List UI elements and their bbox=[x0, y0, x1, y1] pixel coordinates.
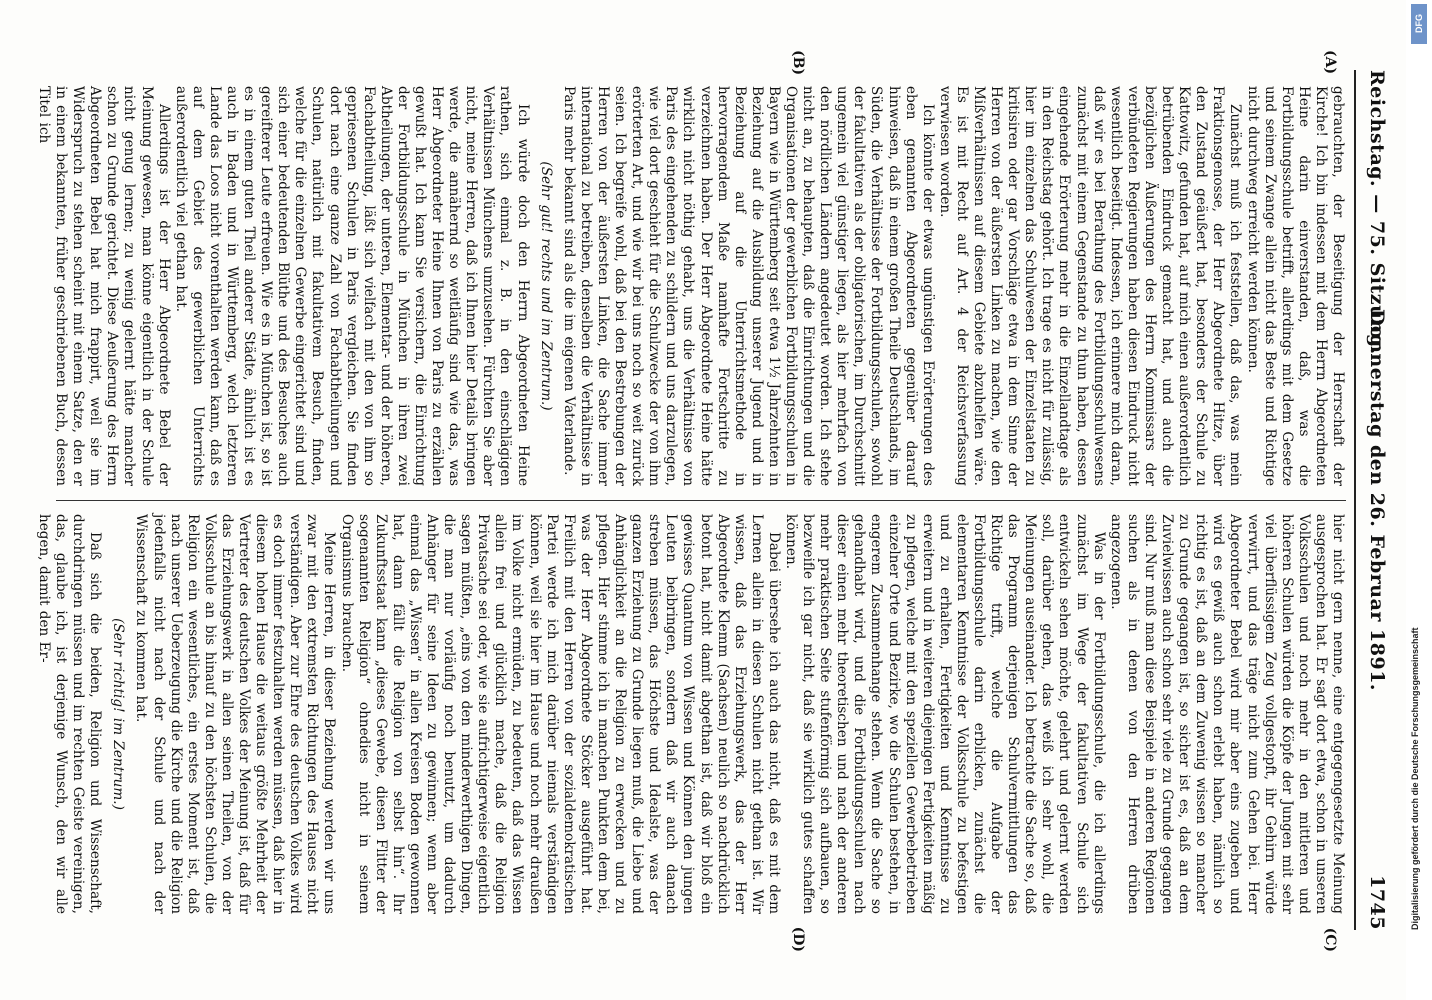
paragraph: hier nicht gern nenne, eine entgegengesetzte Meinung ausgesprochen hat. Er sagt dort etwa, schon in unseren Volksschulen und noch mehr in den mittleren und höheren Schulen würden die Köpfe der Jungen mit sehr viel überflüssigem Zeug vollgestopft, ihr Gehirn würde verwirrt, und das träge nicht zum Gehen bei. Herr Abgeordneter Bebel wird mir aber eins zugeben und wird es gewiß auch schon erlebt haben, nämlich so richtig es ist, daß an dem Zuwenig wissen so mancher zu Grunde gegangen ist, so sicher ist es, daß an dem Zuvielwissen auch schon sehr viele zu Grunde gegangen sind. Nur muß man diese Beispiele in anderen Regionen suchen als in denen von den Herren drüben angezogenen. bbox=[1107, 514, 1346, 914]
applause-note: (Sehr gut! rechts und im Zentrum.) bbox=[537, 161, 554, 411]
applause-note: (Sehr richtig! im Zentrum.) bbox=[110, 618, 127, 810]
page-number: 1745 bbox=[1366, 875, 1388, 930]
watermark-strip bbox=[1406, 0, 1432, 1000]
paragraph: Ich würde doch den Herrn Abgeordneten Heine rathen, sich einmal z. B. in den einschlägigen Verhältnissen Münchens umzusehen. Fürchten Sie aber nicht, meine Herren, daß ich Ihnen hier Details bringen werde, die annähernd so weitläufig sind wie das, was Herr Abgeordneter Heine Ihnen von Paris zu erzählen gewußt hat. Ich kann Sie versichern, die Einrichtung der Fortbildungsschule in München in ihren zwei Abtheilungen, der unteren, Elementar- und der höheren, Fachabtheilung, läßt sich vielfach mit den von ihm so gepriesenen Schulen in Paris vergleichen. Sie finden dort nach eine ganze Zahl von Fachabtheilungen und Schulen, natürlich mit fakultativem Besuch, finden, welche für die einzelnen Gewerbe eingerichtet sind und sich einer bedeutenden Blüthe und des Besuches auch gereifterer Leute erfreuen. Wie es in München ist, so ist es in einem guten Theil anderer Städte, ähnlich ist es auch in Baden und in Württemberg, welch letzteren Lande das Loos nicht vorenthalten werden kann, daß es auf dem Gebiet des gewerblichen Unterrichts außerordentlich viel gethan hat. bbox=[172, 86, 531, 486]
paragraph: Ich könnte der etwas ungünstigen Erörterungen des eben genannten Abgeordneten gegenüber darauf hinweisen, daß in einem großen Theile Deutschlands, im Süden, die Verhältnisse der Fortbildungsschulen, sowohl der fakultativen als der obligatorischen, im Durchschnitt ungemein viel günstiger liegen, als hier mehrfach von den nördlichen Ländern angedeutet worden. Ich stehe nicht an, zu behaupten, daß die Einrichtungen und die Organisationen der gewerblichen Fortbildungsschulen in Bayern wie in Württemberg seit etwa 1½ Jahrzehnten in Beziehung auf die Ausbildung unserer Jugend und in Beziehung auf die Unterrichtsmethode in hervorragendem Maße namhafte Fortschritte zu verzeichnen haben. Der Herr Abgeordnete Heine hätte wirklich nicht nöthig gehabt, uns die Verhältnisse von Paris des eingehenden zu schildern und uns darzulegen, wie viel dort geschieht für die Schulzwecke der von ihm erörterten Art, und wie wir bei uns noch so weit zurück seien. Ich begreife wohl, daß bei den Bestrebungen der Herren von der äußersten Linken, die Sache immer international zu betreiben, denselben die Verhältnisse in Paris mehr bekannt sind als die im eigenen Vaterlande. bbox=[560, 86, 936, 486]
dfg-watermark-text: Digitalisierung gefördert durch die Deutsche Forschungsgemeinschaft bbox=[1410, 627, 1420, 930]
paragraph: Meine Herren, in dieser Beziehung werden wir uns zwar mit den extremsten Richtungen des Hauses nicht verständigen. Aber zur Ehre des deutschen Volkes wird es doch immer festzuhalten werden müssen, daß hier in diesem hohen Hause die weitaus größte Mehrheit der Vertreter des deutschen Volkes der Meinung ist, daß für das Erziehungswerk in allen seinen Theilen, von der Volksschule an bis hinauf zu den höchsten Schulen, die Religion ein wesentliches, ein erstes Moment ist, daß nach unserer Ueberzeugung die Kirche und die Religion jedenfalls nicht nach der Schule und nach der Wissenschaft zu kommen hat. bbox=[133, 514, 338, 914]
margin-mark-d: (D) bbox=[790, 926, 806, 952]
margin-mark-a: (A) bbox=[1322, 50, 1338, 75]
paragraph: Zunächst muß ich feststellen, daß das, was mein Fraktionsgenosse, der Herr Abgeordnete Hitze, über den Zustand geäußert hat, besonders der Schule zu Kattowitz, gefunden hat, auf mich einen außerordentlich betrübenden Eindruck gemacht hat, und auch die bezüglichen Äußerungen des Herrn Kommissars der verbündeten Regierungen haben diesen Eindruck nicht wesentlich beseitigt. Indessen, ich erinnere mich daran, daß wir es bei Berathung des Fortbildungsschulwesens zunächst mit einem Gegenstande zu thun haben, dessen eingehende Erörterung mehr in die Einzellandtage als in den Reichstag gehört. Ich trage es nicht für zulässig, hier im einzelnen das Schulwesen der Einzelstaaten zu kritisiren oder gar Vorschläge etwa in dem Sinne der Herren von der äußersten Linken zu machen, wie den Mißverhältnissen auf diesem Gebiete abzuhelfen wäre. Es ist mit Recht auf Art. 4 der Reichsverfassung verwiesen worden. bbox=[936, 86, 1244, 486]
running-header bbox=[1362, 70, 1388, 930]
rotated-document-sheet bbox=[26, 40, 1406, 960]
paragraph: Daß sich die beiden, Religion und Wissenschaft, durchdringen müssen und im rechten Geiste vereinigen, das, glaube ich, ist derjenige Wunsch, den wir alle hegen, damit den Er- bbox=[35, 514, 104, 914]
right-column bbox=[35, 514, 1346, 914]
dfg-logo: DFG bbox=[1411, 4, 1427, 44]
header-rule bbox=[1354, 70, 1356, 930]
paragraph: Allerdings ist der Herr Abgeordnete Bebel der Meinung gewesen, man könne eigentlich in der Schule nicht genug lernen; zu wenig gelernt hätte mancher schon zu Grunde gerichtet. Diese Aeußerung des Herrn Abgeordneten Bebel hat mich frappirt, weil sie im Widerspruch zu stehen scheint mit einem Satze, den er in einem bekannten, früher geschriebenen Buch, dessen Titel ich bbox=[35, 86, 172, 486]
margin-mark-c: (C) bbox=[1322, 927, 1338, 952]
header-session: Reichstag. — 75. Sitzung. bbox=[1366, 70, 1388, 355]
paragraph: Was in der Fortbildungsschule, die ich allerdings zunächst im Wege der fakultativen Schule sich entwickeln sehen möchte, gelehrt und gelernt werden soll, darüber gehen, das weiß ich sehr wohl, die Meinungen auseinander. Ich betrachte die Sache so, daß das Programm derjenigen Schulvermittlungen das Richtige trifft, welche die Aufgabe der Fortbildungsschule darin erblicken, zunächst die elementaren Kenntnisse der Volksschule zu befestigen und zu erhalten, Fertigkeiten und Kenntnisse zu erweitern und in weiteren diejenigen Fertigkeiten mäßig zu pflegen, welche mit den speziellen Gewerbebetrieben einzelner Orte und Bezirke, wo die Schulen bestehen, in engerem Zusammenhange stehen. Wenn die Sache so gehandhabt wird, und die Fortbildungsschulen nach dieser einen mehr theoretischen und nach der anderen mehr praktischen Seite stufenförmig sich aufbauen, so bezweifle ich gar nicht, daß sie wirklich gutes schaffen können. bbox=[783, 514, 1107, 914]
paragraph: gebrauchten, der Beseitigung der Herrschaft der Kirche! Ich bin indessen mit dem Herrn Abgeordneten Heine darin einverstanden, daß, was die Fortbildungsschule betrifft, allerdings mit dem Gesetze und seinem Zwange allein nicht das Beste und Richtige nicht durchweg erreicht werden können. bbox=[1244, 86, 1346, 486]
text-columns bbox=[35, 86, 1346, 914]
header-date: Donnerstag den 26. Februar 1891. bbox=[1366, 308, 1388, 692]
paragraph: Dabei übersehe ich auch das nicht, daß es mit dem Lernen allein in diesen Schulen nicht gethan ist. Wir wissen, daß das Erziehungswerk, das der Herr Abgeordnete Klemm (Sachsen) neulich so nachdrücklich betont hat, nicht damit abgethan ist, daß wir bloß ein gewisses Quantum von Wissen und Können den jungen Leuten beibringen, sondern daß wir auch danach streben müssen, das Höchste und Idealste, was der ganzen Erziehung zu Grunde liegen muß, die Liebe und Anhänglichkeit an die Religion zu erwecken und zu pflegen. Hier stimme ich in manchen Punkten dem bei, was der Herr Abgeordnete Stöcker ausgeführt hat. Freilich mit den Herren von der sozialdemokratischen Partei werde ich mich darüber niemals verständigen können, weil sie hier im Hause und noch mehr draußen im Volke nicht ermüden, zu bedeuten, daß das Wissen allein frei und glücklich mache, daß die Religion Privatsache sei oder, wie sie aufrichtigerweise eigentlich sagen müßten, „eins von den minderwerthigen Dingen, die man nur vorläufig noch benutzt, um dadurch Anhänger für seine Ideen zu gewinnen; wenn aber einmal das „Wissen“ in allen Kreisen Boden gewonnen hat, dann fällt die Religion von selbst hin“. Ihr Zukunftsstaat kann „dieses Gewebe, diesen Flitter der sogenannten Religion“ ohnedies nicht in seinem Organismus brauchen. bbox=[338, 514, 782, 914]
margin-mark-b: (B) bbox=[790, 50, 806, 76]
left-column bbox=[35, 86, 1346, 486]
